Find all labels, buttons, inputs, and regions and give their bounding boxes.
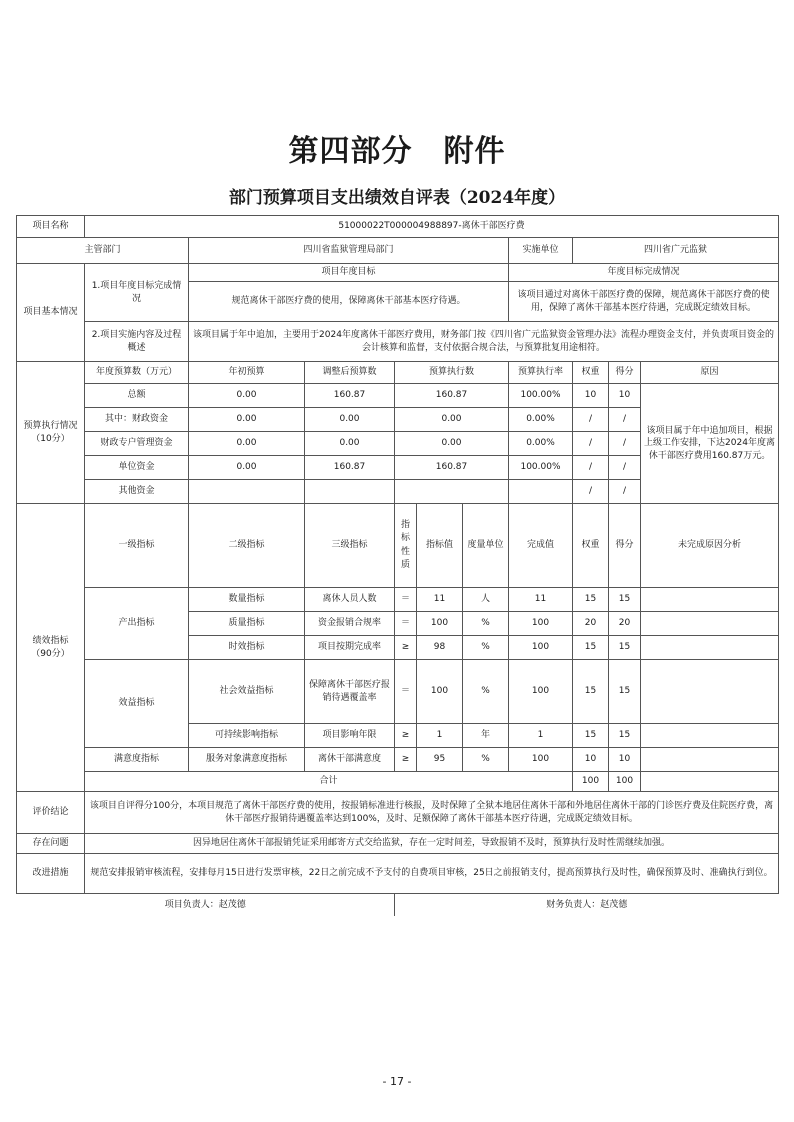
budget-row: 其中：财政资金 0.00 0.00 0.00 0.00% / /	[17, 408, 779, 432]
budget-col-annual: 年度预算数（万元）	[85, 362, 189, 384]
done-header: 年度目标完成情况	[509, 264, 779, 282]
conclusion-row	[17, 792, 779, 834]
issues-row	[17, 834, 779, 854]
issues-text: 因异地居住离休干部报销凭证采用邮寄方式交给监狱，存在一定时间差，导致报销不及时，预算执行及时性需继续加强。	[85, 834, 779, 854]
page-subtitle: 部门预算项目支出绩效自评表（2024年度）	[228, 188, 566, 208]
finance-leader: 财务负责人：赵茂德	[395, 894, 779, 916]
dept-value: 四川省监狱管理局部门	[189, 238, 509, 264]
output-label: 产出指标	[85, 588, 189, 660]
total-weight: 100	[573, 772, 609, 792]
page-title: 第四部分 附件	[288, 134, 506, 169]
perf-header-row: 绩效指标 （90分） 一级指标 二级指标 三级指标 指标性质 指标值 度量单位 完成值 权重 得分 未完成原因分析	[17, 504, 779, 588]
budget-label: 预算执行情况（10分）	[17, 362, 85, 504]
basic-header-row	[17, 264, 779, 282]
perf-row: 可持续影响指标 项目影响年限 ≥ 1 年 1 15 15	[17, 724, 779, 748]
improve-row	[17, 854, 779, 894]
improve-label: 改进措施	[17, 854, 85, 894]
impl-label: 实施单位	[509, 238, 573, 264]
perf-row: 时效指标 项目按期完成率 ≥ 98 % 100 15 15	[17, 636, 779, 660]
project-leader: 项目负责人：赵茂德	[17, 894, 395, 916]
basic-row1-label: 1.项目年度目标完成情况	[85, 264, 189, 322]
improve-text: 规范安排报销审核流程，安排每月15日进行发票审核，22日之前完成不予支付的自费项目审核，25日之前报销支付，提高预算执行及时性，确保预算及时、准确执行到位。	[85, 854, 779, 894]
perf-row: 效益指标 社会效益指标 保障离休干部医疗报销待遇覆盖率 ＝ 100 % 100 15 15	[17, 660, 779, 724]
total-row	[17, 772, 779, 792]
basic-row2	[17, 322, 779, 362]
budget-col-adj: 调整后预算数	[305, 362, 395, 384]
budget-col-rate: 预算执行率	[509, 362, 573, 384]
budget-col-exec: 预算执行数	[395, 362, 509, 384]
perf-row: 质量指标 资金报销合规率 ＝ 100 % 100 20 20	[17, 612, 779, 636]
perf-row: 满意度指标 服务对象满意度指标 离休干部满意度 ≥ 95 % 100 10 10	[17, 748, 779, 772]
budget-row: 总额 0.00 160.87 160.87 100.00% 10 10 该项目属于年中追加项目，根据上级工作安排，下达2024年度离休干部医疗费用160.87万元。	[17, 384, 779, 408]
budget-col-weight: 权重	[573, 362, 609, 384]
goal-header: 项目年度目标	[189, 264, 509, 282]
perf-row: 产出指标 数量指标 离休人员人数 ＝ 11 人 11 15 15	[17, 588, 779, 612]
dept-label: 主管部门	[17, 238, 189, 264]
conclusion-text: 该项目自评得分100分，本项目规范了离休干部医疗费的使用，按报销标准进行核报，及时保障了全狱本地居住离休干部和外地居住离休干部的门诊医疗费及住院医疗费，离休干部医疗报销待遇覆盖率达到100%，及时、足额保障了离休干部基本医疗待遇，完成既定绩效目标。	[85, 792, 779, 834]
page-number: - 17 -	[382, 1075, 412, 1088]
budget-row: 其他资金 / /	[17, 480, 779, 504]
basic-row2-label: 2.项目实施内容及过程概述	[85, 322, 189, 362]
signature-row	[17, 894, 779, 916]
benefit-label: 效益指标	[85, 660, 189, 748]
project-name-row	[17, 216, 779, 238]
issues-label: 存在问题	[17, 834, 85, 854]
total-label: 合计	[85, 772, 573, 792]
budget-header-row	[17, 362, 779, 384]
budget-col-score: 得分	[609, 362, 641, 384]
evaluation-table	[16, 215, 779, 916]
total-score: 100	[609, 772, 641, 792]
department-row	[17, 238, 779, 264]
project-name-value: 51000022T000004988897-离休干部医疗费	[85, 216, 779, 238]
basic-label: 项目基本情况	[17, 264, 85, 362]
budget-col-reason: 原因	[641, 362, 779, 384]
perf-label: 绩效指标 （90分）	[17, 504, 85, 792]
conclusion-label: 评价结论	[17, 792, 85, 834]
budget-row: 财政专户管理资金 0.00 0.00 0.00 0.00% / /	[17, 432, 779, 456]
basic-row2-text: 该项目属于年中追加，主要用于2024年度离休干部医疗费用，财务部门按《四川省广元监狱资金管理办法》流程办理资金支付，并负责项目资金的会计核算和监督，支付依据合规合法，与预算批复用途相符。	[189, 322, 779, 362]
done-text: 该项目通过对离休干部医疗费的保障，规范离休干部医疗费的使用，保障了离休干部基本医疗待遇，完成既定绩效目标。	[509, 282, 779, 322]
impl-value: 四川省广元监狱	[573, 238, 779, 264]
goal-text: 规范离休干部医疗费的使用，保障离休干部基本医疗待遇。	[189, 282, 509, 322]
satisfaction-label: 满意度指标	[85, 748, 189, 772]
budget-col-init: 年初预算	[189, 362, 305, 384]
budget-reason: 该项目属于年中追加项目，根据上级工作安排，下达2024年度离休干部医疗费用160.87万元。	[641, 384, 779, 504]
budget-row: 单位资金 0.00 160.87 160.87 100.00% / /	[17, 456, 779, 480]
project-name-label: 项目名称	[17, 216, 85, 238]
